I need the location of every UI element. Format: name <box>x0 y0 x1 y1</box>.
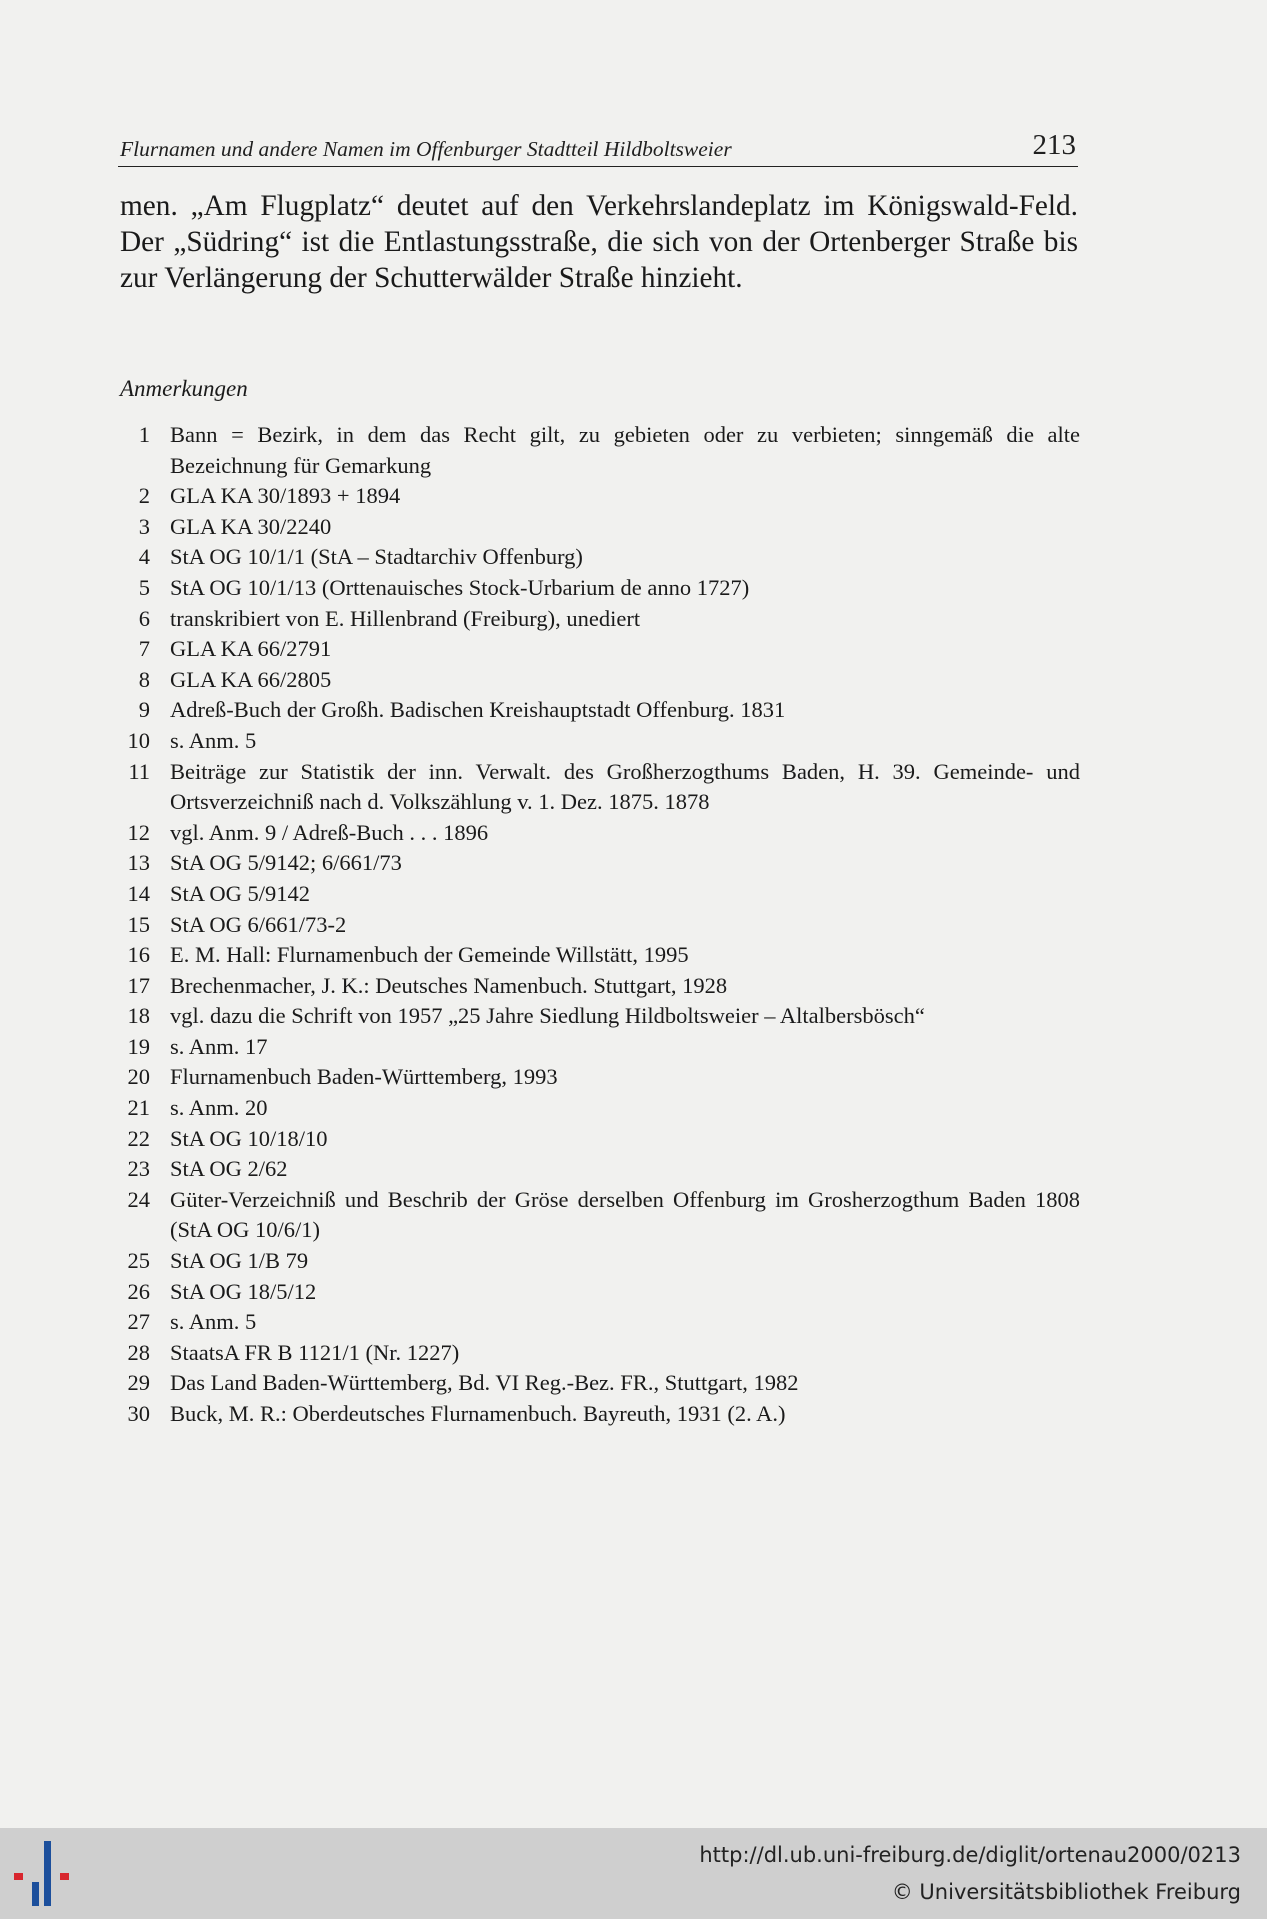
note-number: 23 <box>127 1156 150 1182</box>
note-text: Flurnamenbuch Baden-Württemberg, 1993 <box>170 1064 558 1090</box>
note-number: 15 <box>127 911 150 937</box>
running-head <box>118 126 1078 167</box>
copyright-notice: © Universitätsbibliothek Freiburg <box>891 1880 1241 1904</box>
note-item <box>118 818 1080 849</box>
note-text: GLA KA 66/2791 <box>170 636 332 662</box>
note-number: 29 <box>127 1370 150 1396</box>
note-number: 6 <box>138 605 150 631</box>
note-number: 30 <box>127 1401 150 1426</box>
note-item <box>118 1093 1080 1124</box>
note-item <box>118 481 1080 512</box>
note-number: 22 <box>127 1125 150 1151</box>
note-text: Beiträge zur Statistik der inn. Verwalt. des Großherzogthums Baden, H. 39. Gemeinde- und Ortsverzeichniß nach d. Volkszählung v. 1. Dez. 1875. 1878 <box>170 758 1080 815</box>
note-item <box>118 940 1080 971</box>
page-number: 213 <box>1032 129 1076 161</box>
note-item <box>118 1154 1080 1185</box>
note-item <box>118 420 1080 481</box>
note-number: 27 <box>127 1309 150 1335</box>
note-item <box>118 848 1080 879</box>
note-text: Adreß-Buch der Großh. Badischen Kreishauptstadt Offenburg. 1831 <box>170 697 786 723</box>
note-item <box>118 604 1080 635</box>
logo-red-right-bar <box>60 1873 69 1880</box>
note-number: 5 <box>138 574 150 600</box>
note-number: 16 <box>127 942 150 968</box>
note-text: StA OG 6/661/73-2 <box>170 911 347 937</box>
note-text: StA OG 5/9142; 6/661/73 <box>170 850 402 876</box>
note-number: 17 <box>127 972 150 998</box>
note-text: StA OG 18/5/12 <box>170 1278 317 1304</box>
viewer-footer <box>0 1828 1267 1919</box>
note-number: 10 <box>127 727 150 753</box>
note-text: StA OG 10/1/1 (StA – Stadtarchiv Offenburg) <box>170 544 583 570</box>
note-text: StA OG 1/B 79 <box>170 1248 309 1274</box>
note-number: 25 <box>127 1248 150 1274</box>
note-item <box>118 1307 1080 1338</box>
note-item <box>118 879 1080 910</box>
note-text: StA OG 2/62 <box>170 1156 288 1182</box>
note-number: 21 <box>127 1095 150 1121</box>
note-item <box>118 1368 1080 1399</box>
note-text: s. Anm. 5 <box>170 727 257 753</box>
note-number: 2 <box>138 483 150 509</box>
note-item <box>118 1277 1080 1308</box>
note-item <box>118 512 1080 543</box>
note-number: 3 <box>138 513 150 539</box>
note-item <box>118 971 1080 1002</box>
note-number: 28 <box>127 1339 150 1365</box>
note-item <box>118 1124 1080 1155</box>
note-text: vgl. Anm. 9 / Adreß-Buch . . . 1896 <box>170 819 489 845</box>
note-text: Güter-Verzeichniß und Beschrib der Gröse derselben Offenburg im Grosherzogthum Baden 1808 (StA OG 10/6/1) <box>170 1186 1080 1243</box>
note-item <box>118 757 1080 818</box>
note-item <box>118 634 1080 665</box>
note-item <box>118 665 1080 696</box>
note-text: Das Land Baden-Württemberg, Bd. VI Reg.-Bez. FR., Stuttgart, 1982 <box>170 1370 799 1396</box>
note-text: s. Anm. 20 <box>170 1095 268 1121</box>
note-text: s. Anm. 17 <box>170 1033 268 1059</box>
running-title: Flurnamen und andere Namen im Offenburger Stadtteil Hildboltsweier <box>120 137 732 161</box>
note-text: GLA KA 30/2240 <box>170 513 332 539</box>
library-logo-icon <box>0 1828 90 1919</box>
note-number: 12 <box>127 819 150 845</box>
note-item <box>118 1001 1080 1032</box>
note-item <box>118 1185 1080 1246</box>
note-text: StA OG 10/1/13 (Orttenauisches Stock-Urbarium de anno 1727) <box>170 574 750 600</box>
note-number: 20 <box>127 1064 150 1090</box>
note-text: Brechenmacher, J. K.: Deutsches Namenbuch. Stuttgart, 1928 <box>170 972 728 998</box>
note-text: transkribiert von E. Hillenbrand (Freiburg), unediert <box>170 605 641 631</box>
logo-blue-short-bar <box>32 1882 39 1906</box>
note-text: vgl. dazu die Schrift von 1957 „25 Jahre Siedlung Hildboltsweier – Altalbersbösch“ <box>170 1003 925 1029</box>
note-number: 8 <box>138 666 150 692</box>
note-item <box>118 1338 1080 1369</box>
note-item <box>118 1032 1080 1063</box>
note-number: 13 <box>127 850 150 876</box>
note-number: 18 <box>127 1003 150 1029</box>
note-item <box>118 573 1080 604</box>
note-text: GLA KA 66/2805 <box>170 666 332 692</box>
note-item <box>118 695 1080 726</box>
note-item <box>118 1399 1080 1430</box>
note-number: 7 <box>138 636 150 662</box>
body-paragraph: men. „Am Flugplatz“ deutet auf den Verkehrslandeplatz im Königswald-Feld. Der „Südring“ ist die Entlastungsstraße, die sich von der Ortenberger Straße bis zur Verlängerung der Schutterwälder Straße hinzieht. <box>120 190 1078 294</box>
note-number: 11 <box>128 758 150 784</box>
note-item <box>118 1246 1080 1277</box>
logo-red-left-bar <box>14 1873 23 1880</box>
notes-heading: Anmerkungen <box>120 376 248 401</box>
note-text: s. Anm. 5 <box>170 1309 257 1335</box>
note-text: StA OG 5/9142 <box>170 880 311 906</box>
note-item <box>118 1062 1080 1093</box>
note-number: 24 <box>127 1186 150 1212</box>
note-number: 26 <box>127 1278 150 1304</box>
notes-list <box>118 420 1080 1430</box>
permalink-url[interactable]: http://dl.ub.uni-freiburg.de/diglit/ortenau2000/0213 <box>699 1843 1241 1867</box>
note-item <box>118 726 1080 757</box>
note-number: 1 <box>138 422 150 447</box>
note-number: 14 <box>127 880 150 906</box>
note-number: 19 <box>127 1033 150 1059</box>
note-text: Bann = Bezirk, in dem das Recht gilt, zu gebieten oder zu verbieten; sinngemäß die alte Bezeichnung für Gemarkung <box>170 422 1080 478</box>
note-number: 9 <box>138 697 150 723</box>
logo-blue-tall-bar <box>44 1841 51 1906</box>
note-text: StA OG 10/18/10 <box>170 1125 328 1151</box>
note-text: GLA KA 30/1893 + 1894 <box>170 483 401 509</box>
note-item <box>118 542 1080 573</box>
note-text: StaatsA FR B 1121/1 (Nr. 1227) <box>170 1339 460 1365</box>
note-number: 4 <box>138 544 150 570</box>
note-text: Buck, M. R.: Oberdeutsches Flurnamenbuch. Bayreuth, 1931 (2. A.) <box>170 1401 786 1426</box>
note-item <box>118 910 1080 941</box>
note-text: E. M. Hall: Flurnamenbuch der Gemeinde Willstätt, 1995 <box>170 942 689 968</box>
